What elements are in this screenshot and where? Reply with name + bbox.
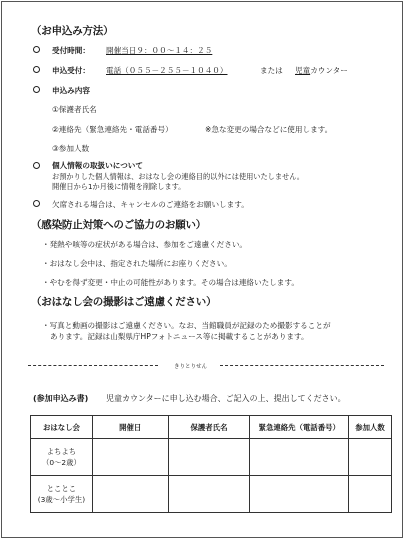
session-name-cell: よちよち （0～2歳） (31, 439, 93, 476)
counter-text: 児童カウンター (295, 66, 348, 75)
session-name-cell: とことこ (3歳～小学生) (31, 476, 93, 513)
form-title: (参加申込み書) (33, 394, 89, 403)
header-emergency-contact: 緊急連絡先（電話番号） (250, 416, 349, 439)
photo-heading: （おはなし会の撮影はご遠慮ください） (31, 296, 217, 308)
emergency-contact-input-cell[interactable] (250, 476, 349, 513)
table-row (31, 439, 392, 476)
photo-line-1: ・写真と動画の撮影はご遠慮ください。なお、当館職員が記録のため撮影することが (42, 321, 331, 330)
apply-item-1: ①保護者氏名 (52, 105, 97, 114)
table-header-row (31, 416, 392, 439)
photo-line-2: あります。記録は山梨県庁HPフォトニュース等に掲載することがあります。 (50, 332, 309, 341)
or-text: または (260, 66, 283, 75)
privacy-label: 個人情報の取扱いについて (52, 161, 143, 170)
emergency-contact-input-cell[interactable] (250, 439, 349, 476)
guardian-name-input-cell[interactable] (168, 439, 250, 476)
table-row (31, 476, 392, 513)
infection-item-2: ・おはなし会中は、指定された場所にお座りください。 (42, 259, 232, 268)
cut-line-left (28, 365, 158, 366)
infection-heading: （感染防止対策へのご協力のお願い） (31, 219, 207, 231)
header-guardian-name: 保護者氏名 (168, 416, 250, 439)
bullet-circle (33, 86, 40, 93)
absence-note: 欠席される場合は、キャンセルのご連絡をお願いします。 (52, 200, 249, 209)
bullet-circle (33, 162, 40, 169)
header-participants: 参加人数 (349, 416, 392, 439)
reception-time-value: 開催当日９：００～１４：２５ (106, 46, 213, 55)
privacy-line-2: 開催日から1か月後に情報を削除します。 (52, 182, 186, 191)
reception-time-label: 受付時間： (52, 46, 90, 55)
date-input-cell[interactable] (92, 439, 168, 476)
header-session: おはなし会 (31, 416, 93, 439)
participants-input-cell[interactable] (349, 439, 392, 476)
guardian-name-input-cell[interactable] (168, 476, 250, 513)
apply-item-3: ③参加人数 (52, 144, 90, 153)
cut-line-right (220, 365, 384, 366)
bullet-circle (33, 200, 40, 207)
bullet-circle (33, 66, 40, 73)
bullet-circle (33, 46, 40, 53)
apply-method-heading: （お申込み方法） (31, 25, 114, 37)
apply-item-2-note: ※急な変更の場合などに使用します。 (205, 125, 333, 134)
privacy-line-1: お預かりした個人情報は、おはなし会の連絡目的以外には使用いたしません。 (52, 172, 304, 181)
document-page (1, 1, 403, 538)
participants-input-cell[interactable] (349, 476, 392, 513)
header-date: 開催日 (92, 416, 168, 439)
form-instruction: 児童カウンターに申し込む場合、ご記入の上、提出してください。 (106, 394, 346, 403)
phone-number: 電話（０５５－２５５－１０４０） (106, 66, 228, 75)
infection-item-1: ・発熱や咳等の症状がある場合は、参加をご遠慮ください。 (42, 240, 248, 249)
apply-reception-label: 申込受付： (52, 66, 90, 75)
cut-line-label: きりとりせん (174, 364, 208, 370)
apply-content-label: 申込み内容 (52, 86, 90, 95)
application-form-table (30, 415, 392, 513)
apply-item-2: ②連絡先（緊急連絡先・電話番号） (52, 125, 173, 134)
date-input-cell[interactable] (92, 476, 168, 513)
infection-item-3: ・やむを得ず変更・中止の可能性があります。その場合は連絡いたします。 (42, 278, 299, 287)
